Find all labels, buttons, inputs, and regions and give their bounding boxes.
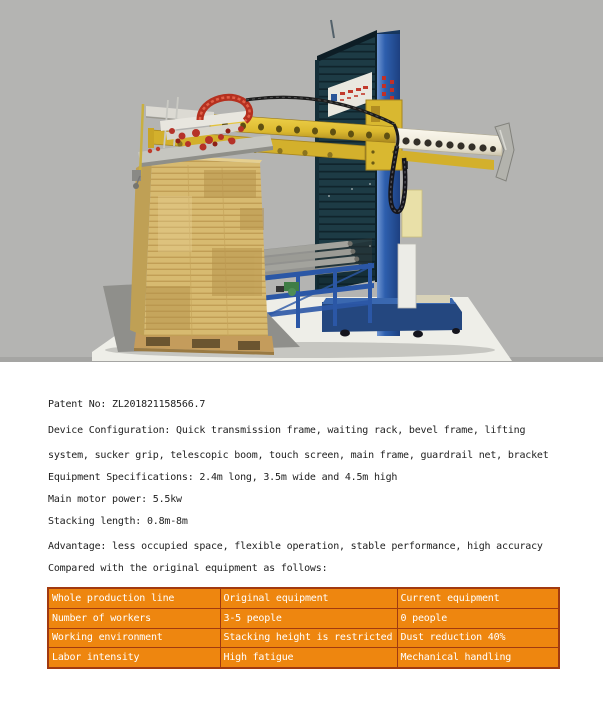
comparison-table [47,587,560,669]
table-cell: 3-5 people [220,608,397,628]
table-row [48,608,559,628]
table-cell: Original equipment [220,588,397,608]
table-cell: Stacking height is restricted [220,628,397,648]
spec-line-motor: Main motor power: 5.5kw [48,494,182,505]
table-header-row [48,588,559,608]
table-row [48,628,559,648]
spec-line-stacking: Stacking length: 0.8m-8m [48,516,188,527]
spec-line-advantage: Advantage: less occupied space, flexible operation, stable performance, high accuracy [48,541,543,552]
table-cell: Labor intensity [48,648,220,668]
table-row [48,648,559,668]
table-cell: High fatigue [220,648,397,668]
table-cell: Current equipment [397,588,559,608]
table-cell: Number of workers [48,608,220,628]
spec-line-dimensions: Equipment Specifications: 2.4m long, 3.5m wide and 4.5m high [48,472,398,483]
spec-line-compared: Compared with the original equipment as follows: [48,563,328,574]
table-cell: Dust reduction 40% [397,628,559,648]
table-cell: Working environment [48,628,220,648]
spec-line-patent: Patent No: ZL201821158566.7 [48,399,206,410]
table-cell: Mechanical handling [397,648,559,668]
table-cell: Whole production line [48,588,220,608]
table-cell: 0 people [397,608,559,628]
spec-line-config-2: system, sucker grip, telescopic boom, touch screen, main frame, guardrail net, bracket [48,450,549,461]
spec-line-config-1: Device Configuration: Quick transmission frame, waiting rack, bevel frame, lifting [48,425,526,436]
